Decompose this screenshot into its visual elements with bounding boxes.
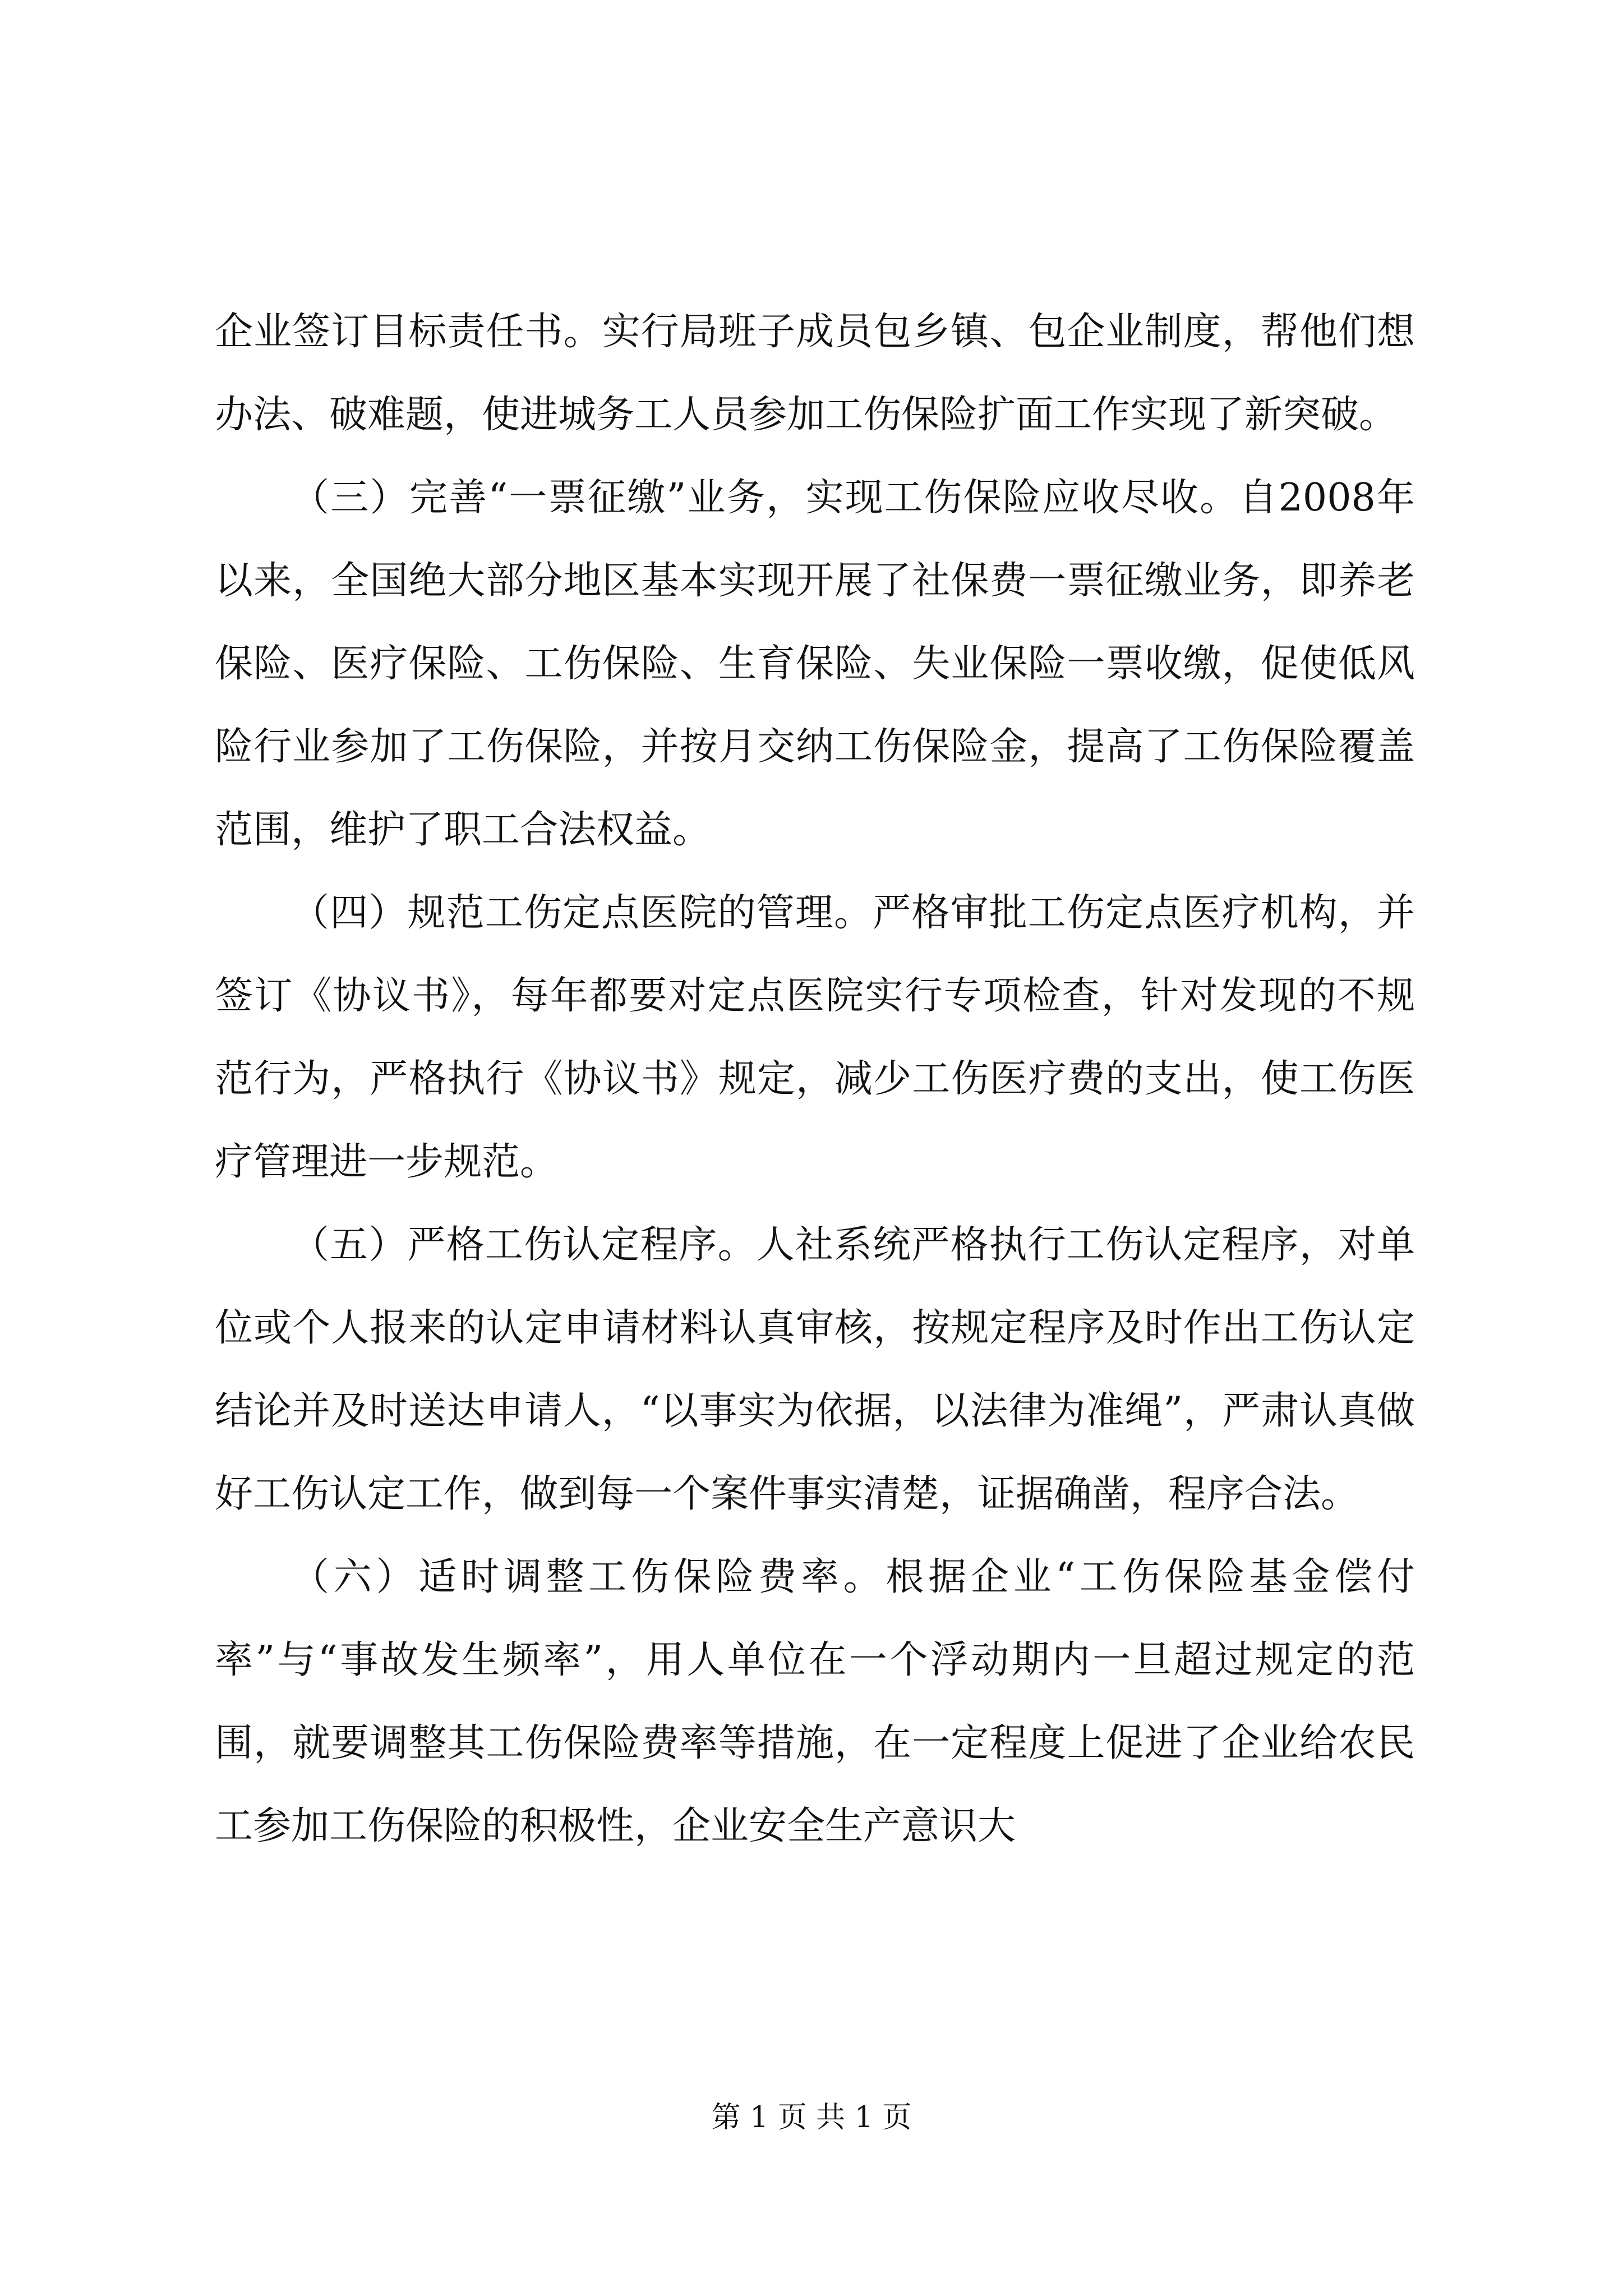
paragraph-section-4: （四）规范工伤定点医院的管理。严格审批工伤定点医疗机构，并签订《协议书》，每年都要对定点医院实行专项检查，针对发现的不规范行为，严格执行《协议书》规定，减少工伤医疗费的支出，使工伤医疗管理进一步规范。: [215, 891, 1415, 1184]
paragraph-section-3: （三）完善“一票征缴”业务，实现工伤保险应收尽收。自2008年以来，全国绝大部分地区基本实现开展了社保费一票征缴业务，即养老保险、医疗保险、工伤保险、生育保险、失业保险一票收缴，促使低风险行业参加了工伤保险，并按月交纳工伤保险金，提高了工伤保险覆盖范围，维护了职工合法权益。: [215, 476, 1415, 852]
document-body: [215, 291, 1415, 1868]
paragraph-section-5: （五）严格工伤认定程序。人社系统严格执行工伤认定程序，对单位或个人报来的认定申请材料认真审核，按规定程序及时作出工伤认定结论并及时送达申请人，“以事实为依据，以法律为准绳”，严肃认真做好工伤认定工作，做到每一个案件事实清楚，证据确凿，程序合法。: [215, 1223, 1415, 1516]
paragraph-section-6: （六）适时调整工伤保险费率。根据企业“工伤保险基金偿付率”与“事故发生频率”，用人单位在一个浮动期内一旦超过规定的范围，就要调整其工伤保险费率等措施，在一定程度上促进了企业给农民工参加工伤保险的积极性，企业安全生产意识大: [215, 1555, 1415, 1848]
page-footer: 第 1 页 共 1 页: [711, 2101, 912, 2134]
paragraph-continuation: 企业签订目标责任书。实行局班子成员包乡镇、包企业制度，帮他们想办法、破难题，使进城务工人员参加工伤保险扩面工作实现了新突破。: [215, 310, 1415, 437]
